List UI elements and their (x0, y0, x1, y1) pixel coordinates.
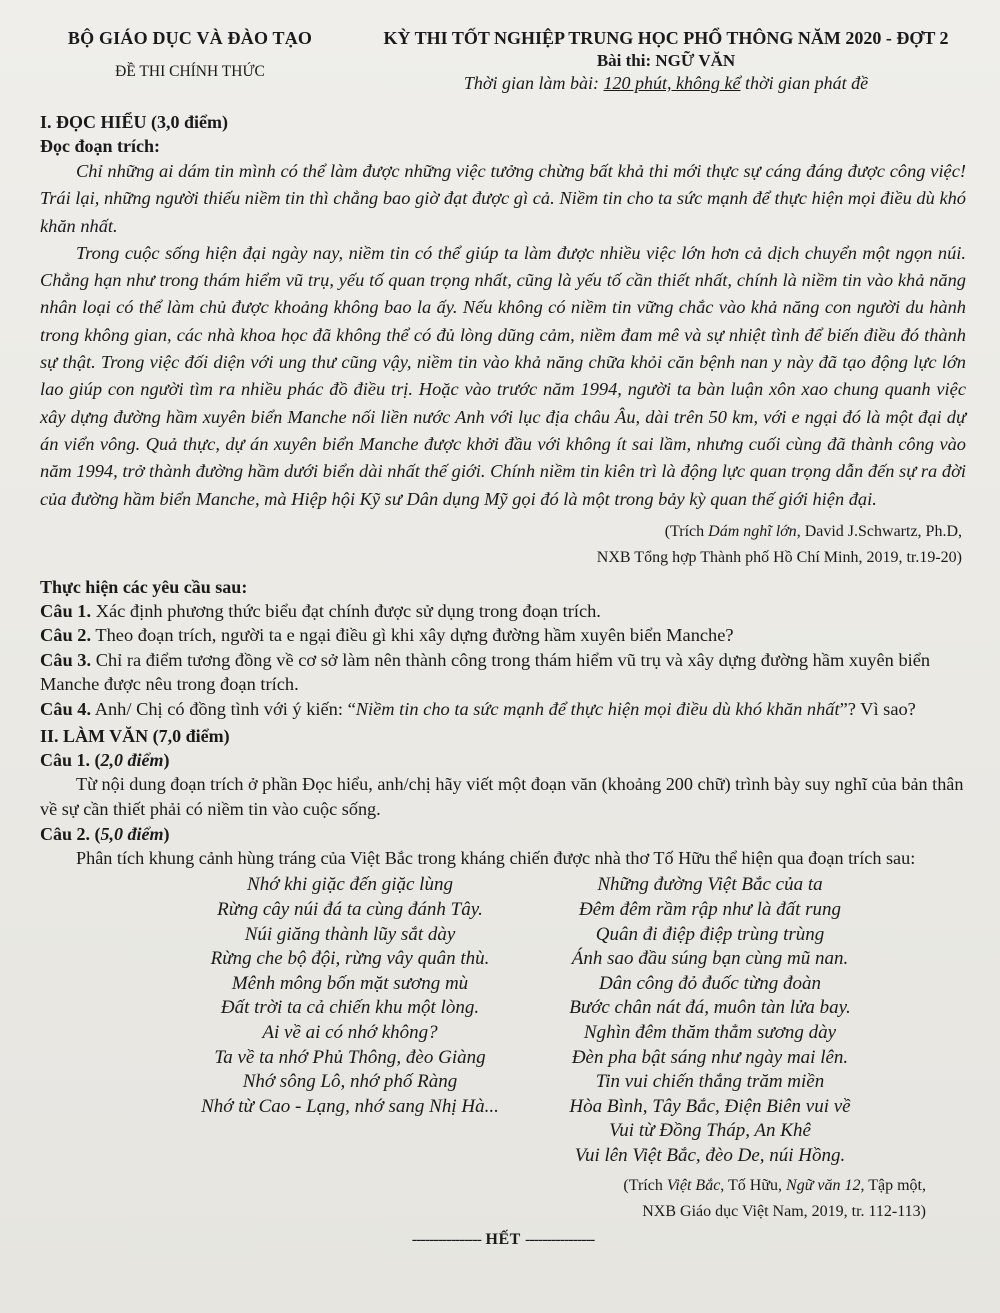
question-points: 2,0 điểm (100, 750, 164, 771)
question-4 (40, 697, 966, 722)
question-label: Câu 4. (40, 698, 92, 719)
poem-source (40, 1173, 966, 1225)
poem-line: Vui từ Đồng Tháp, An Khê (609, 1120, 811, 1142)
source-prefix: (Trích (664, 522, 709, 540)
exam-subject: Bài thi: NGỮ VĂN (596, 51, 736, 70)
question-text: Xác định phương thức biểu đạt chính được sử dụng trong đoạn trích. (91, 600, 601, 621)
poem-line: Mênh mông bốn mặt sương mù (231, 972, 469, 994)
poem-line: Ai về ai có nhớ không? (262, 1021, 438, 1043)
reading-heading: I. ĐỌC HIỂU (3,0 điểm) (40, 112, 228, 132)
exam-time (366, 73, 966, 94)
header-right (366, 22, 966, 110)
question-text: Chỉ ra điểm tương đồng về cơ sở làm nên thành công trong thám hiểm vũ trụ và xây dựng đường hầm xuyên biển Manche được nêu trong đoạn trích. (40, 649, 931, 695)
poem-line: Ánh sao đầu súng bạn cùng mũ nan. (571, 948, 849, 970)
reading-passage (40, 158, 966, 513)
poem-line: Nhớ khi giặc đến giặc lùng (247, 874, 453, 896)
source-author: , David J.Schwartz, Ph.D, (796, 522, 962, 540)
time-suffix: thời gian phát đề (740, 73, 869, 93)
passage-source-line1 (40, 519, 962, 545)
poem-line: Bước chân nát đá, muôn tàn lửa bay. (569, 997, 851, 1019)
poem-source-line1 (40, 1173, 926, 1199)
poem-line: Núi giăng thành lũy sắt dày (244, 923, 456, 945)
source-book: Ngữ văn 12 (786, 1177, 861, 1195)
poem-line: Dân công đỏ đuốc từng đoàn (599, 972, 821, 994)
poem-line: Đêm đêm rầm rập như là đất rung (578, 898, 842, 920)
question-3 (40, 648, 966, 697)
poem-line: Vui lên Việt Bắc, đèo De, núi Hồng. (574, 1144, 846, 1166)
question-text-end: ”? Vì sao? (839, 698, 916, 719)
time-duration: 120 phút, không kể (603, 73, 741, 93)
passage-source (40, 519, 966, 571)
passage-paragraph: Chỉ những ai dám tin mình có thể làm được những việc tưởng chừng bất khả thi mới thực sự cáng đáng được công việc! Trái lại, những người thiếu niềm tin thì chẳng bao giờ đạt được gì cả. Niềm tin cho ta sức mạnh để thực hiện mọi điều dù khó khăn nhất. (40, 161, 966, 236)
poem-line: Hòa Bình, Tây Bắc, Điện Biên vui về (569, 1095, 851, 1117)
question-2 (40, 623, 966, 648)
poem-right-column (530, 873, 890, 1168)
end-marker (40, 1231, 966, 1249)
question-label: Câu 1. ( (40, 750, 101, 771)
poem-left-column (170, 873, 530, 1119)
source-author: , Tố Hữu, (720, 1177, 787, 1195)
reading-subheading: Đọc đoạn trích: (40, 136, 160, 156)
poem-line: Rừng che bộ đội, rừng vây quân thù. (210, 948, 490, 970)
poem-line: Ta về ta nhớ Phủ Thông, đèo Giàng (214, 1046, 486, 1068)
passage-source-line2: NXB Tổng hợp Thành phố Hồ Chí Minh, 2019, tr.19-20) (596, 548, 962, 566)
tasks-heading: Thực hiện các yêu cầu sau: (40, 576, 248, 597)
official-exam-label: ĐỀ THI CHÍNH THỨC (115, 63, 265, 80)
poem-excerpt (40, 873, 966, 1173)
question-1 (40, 599, 966, 624)
poem-line: Tin vui chiến thắng trăm miền (595, 1071, 825, 1093)
poem-source-line2: NXB Giáo dục Việt Nam, 2019, tr. 112-113) (642, 1203, 926, 1221)
question-label: Câu 2. ( (40, 824, 101, 845)
header-left (40, 22, 340, 110)
poem-line: Nghìn đêm thăm thẳm sương dày (583, 1021, 837, 1043)
source-prefix: (Trích (623, 1177, 667, 1195)
time-prefix: Thời gian làm bài: (463, 73, 604, 93)
poem-line: Đèn pha bật sáng như ngày mai lên. (571, 1046, 849, 1068)
question-quote: Niềm tin cho ta sức mạnh để thực hiện mọi điều dù khó khăn nhất (355, 698, 840, 719)
passage-paragraph: Trong cuộc sống hiện đại ngày nay, niềm tin có thể giúp ta làm được nhiều việc lớn hơn cả dịch chuyển một ngọn núi. Chẳng hạn như trong thám hiểm vũ trụ, yếu tố quan trọng nhất, cũng là yếu tố cần thiết nhất, chính là niềm tin vào khả năng nhân loại có thể làm chủ được khoảng không bao la ấy. Nếu không có niềm tin vững chắc vào khả năng con người du hành trong không gian, các nhà khoa học đã không thể có đủ lòng dũng cảm, niềm đam mê và sự nhiệt tình để biến điều đó thành sự thật. Trong việc đối diện với ung thư cũng vậy, niềm tin vào khả năng chữa khỏi căn bệnh nan y này đã tạo động lực lớn lao giúp con người tìm ra nhiều phác đồ điều trị. Hoặc vào trước năm 1994, người ta bàn luận xôn xao chung quanh việc xây dựng đường hầm xuyên biển Manche nối liền nước Anh với lục địa châu Âu, dài trên 50 km, với e ngại đó là một đại dự án viển vông. Quả thực, dự án xuyên biển Manche được khởi đầu với không ít sai lầm, nhưng cuối cùng đã thành công vào năm 1994, trở thành đường hầm dưới biển dài nhất thế giới. Chính niềm tin kiên trì là động lực quan trọng dẫn đến sự ra đời của đường hầm biển Manche, mà Hiệp hội Kỹ sư Dân dụng Mỹ gọi đó là một trong bảy kỳ quan thế giới hiện đại. (40, 242, 966, 509)
question-label-close: ) (163, 824, 170, 845)
exam-header (40, 22, 966, 110)
question-points: 5,0 điểm (100, 824, 164, 845)
poem-line: Quân đi điệp điệp trùng trùng (595, 923, 825, 945)
question-text: Anh/ Chị có đồng tình với ý kiến: “ (91, 698, 356, 719)
writing-question-2-text: Phân tích khung cảnh hùng tráng của Việt Bắc trong kháng chiến được nhà thơ Tố Hữu thể hiện qua đoạn trích sau: (76, 848, 916, 869)
end-text: HẾT (481, 1231, 525, 1249)
question-text: Theo đoạn trích, người ta e ngại điều gì khi xây dựng đường hầm xuyên biển Manche? (91, 625, 734, 646)
source-volume: , Tập một, (860, 1177, 926, 1195)
writing-heading: II. LÀM VĂN (7,0 điểm) (40, 726, 230, 747)
question-label: Câu 1. (40, 600, 92, 621)
poem-line: Những đường Việt Bắc của ta (597, 874, 823, 896)
question-label: Câu 2. (40, 625, 92, 646)
end-dashes-right: ---------------- (525, 1231, 595, 1249)
question-label-close: ) (163, 750, 170, 771)
ministry-name: BỘ GIÁO DỤC VÀ ĐÀO TẠO (67, 28, 313, 48)
writing-question-2-heading (40, 822, 966, 846)
exam-title: KỲ THI TỐT NGHIỆP TRUNG HỌC PHỔ THÔNG NĂM 2020 - ĐỢT 2 (383, 28, 949, 48)
question-label: Câu 3. (40, 649, 92, 670)
writing-question-1-text: Từ nội dung đoạn trích ở phần Đọc hiểu, anh/chị hãy viết một đoạn văn (khoảng 200 chữ) trình bày suy nghĩ của bản thân về sự cần thiết phải có niềm tin vào cuộc sống. (40, 774, 964, 820)
poem-line: Đất trời ta cả chiến khu một lòng. (220, 997, 480, 1019)
source-title: Dám nghĩ lớn (708, 522, 797, 540)
writing-question-1-heading (40, 748, 966, 772)
poem-line: Nhớ từ Cao - Lạng, nhớ sang Nhị Hà... (201, 1095, 499, 1117)
poem-line: Rừng cây núi đá ta cùng đánh Tây. (217, 898, 483, 920)
end-dashes-left: ---------------- (411, 1231, 481, 1249)
source-title: Việt Bắc (666, 1177, 721, 1195)
poem-line: Nhớ sông Lô, nhớ phố Ràng (242, 1071, 458, 1093)
